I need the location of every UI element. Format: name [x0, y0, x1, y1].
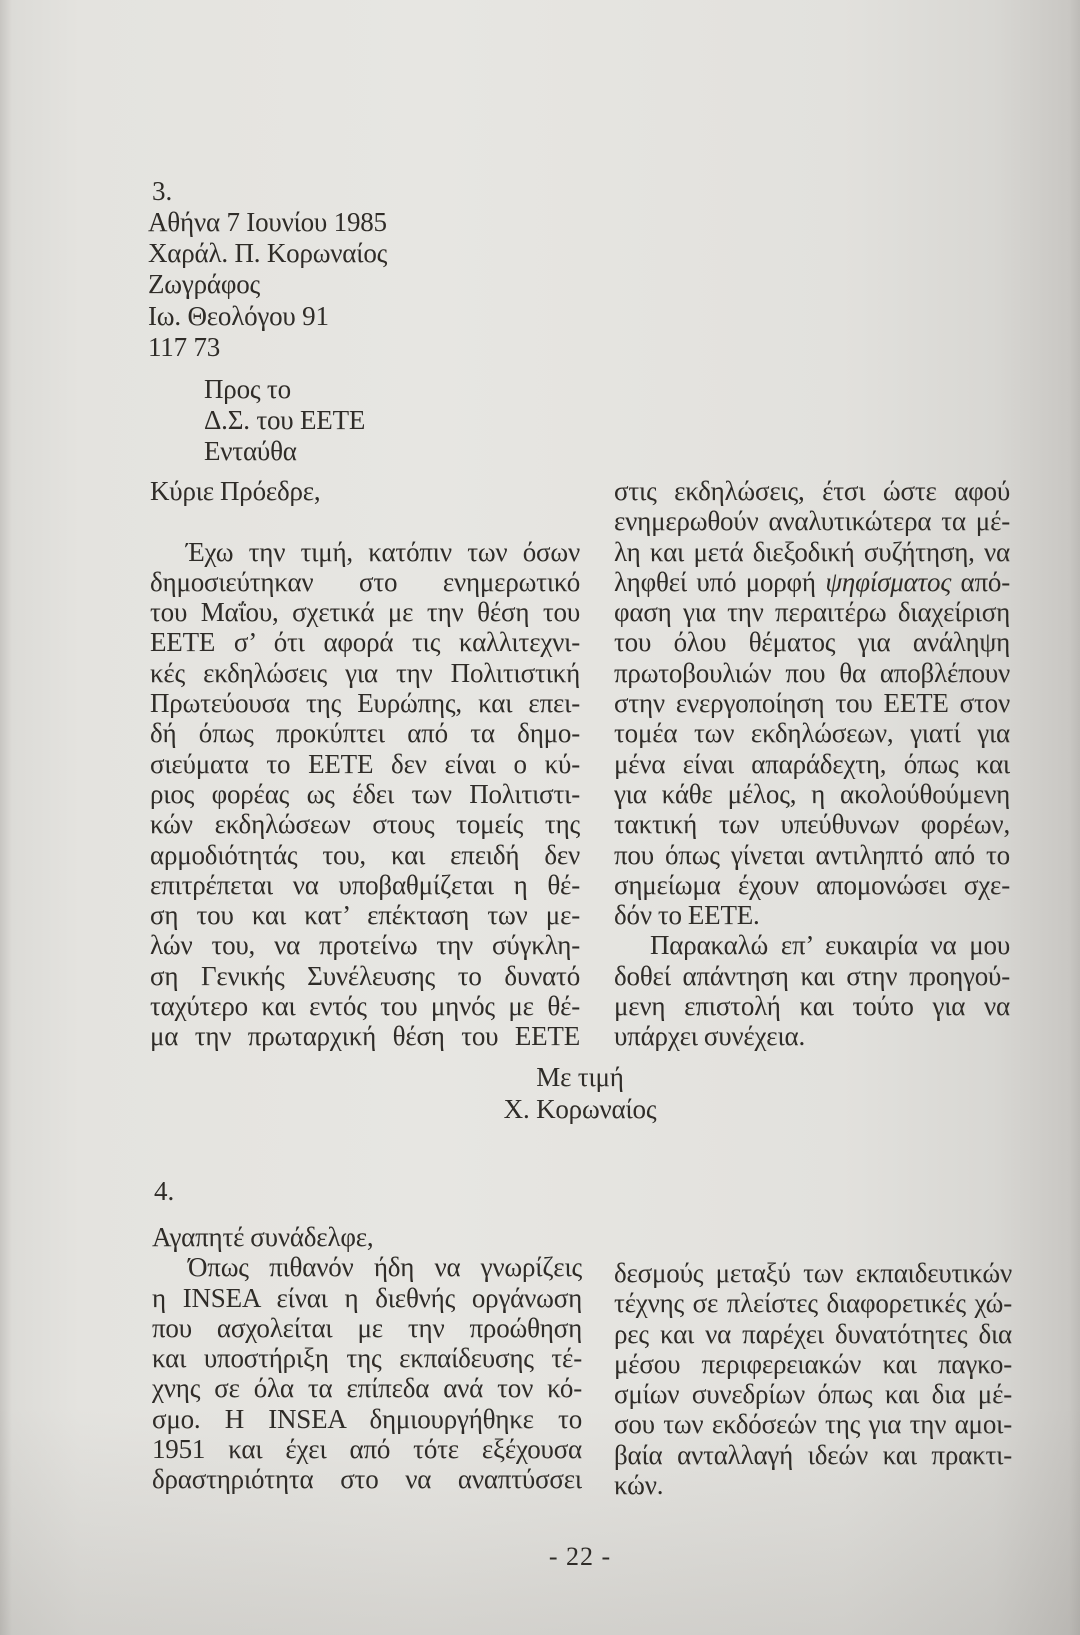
text-line: Όπως πιθανόν ήδη να γνωρίζεις	[188, 1252, 582, 1283]
text-line: ριος φορέας ως έδει των Πολιτιστι-	[150, 778, 580, 809]
text-line: τακτική των υπεύθυνων φορέων,	[614, 809, 1010, 840]
text-line: ενημερωθούν αναλυτικώτερα τα μέ-	[614, 506, 1010, 537]
text-line: Δ.Σ. του ΕΕΤΕ	[204, 405, 366, 436]
text-line: βαία ανταλλαγή ιδεών και πρακτι-	[614, 1439, 1012, 1470]
letter4-body-right-column	[614, 1258, 1012, 1500]
text-line: Ζωγράφος	[148, 269, 260, 300]
text-line: μα την πρωταρχική θέση του ΕΕΤΕ	[150, 1021, 580, 1052]
text-line: μένα είναι απαράδεχτη, όπως και	[614, 748, 1010, 779]
text-line: χνης σε όλα τα επίπεδα ανά τον κό-	[152, 1373, 582, 1404]
text-line: επιτρέπεται να υποβαθμίζεται η θέ-	[150, 869, 580, 900]
text-line: και υποστήριξη της εκπαίδευσης τέ-	[152, 1343, 582, 1374]
text-line: σμο. Η INSEA δημιουργήθηκε το	[152, 1403, 582, 1434]
text-line: Πρωτεύουσα της Ευρώπης, και επει-	[150, 688, 580, 719]
text-line: Ενταύθα	[204, 436, 297, 467]
text-line: του Μαΐου, σχετικά με την θέση του	[150, 597, 580, 628]
text-line: στις εκδηλώσεις, έτσι ώστε αφού	[614, 476, 1010, 506]
letter3-body-right-column	[614, 476, 1010, 1052]
text-line: κών.	[614, 1470, 664, 1501]
text-line: σου των εκδόσεών της για την αμοι-	[614, 1409, 1012, 1440]
text-line: φαση για την περαιτέρω διαχείριση	[614, 597, 1010, 628]
text-line: η INSEA είναι η διεθνής οργάνωση	[152, 1282, 582, 1313]
text-line: ταχύτερο και εντός του μηνός με θέ-	[150, 991, 580, 1022]
text-line: υπάρχει συνέχεια.	[614, 1021, 806, 1052]
text-line: ρες και να παρέχει δυνατότητες δια	[614, 1318, 1012, 1349]
text-line: Αθήνα 7 Ιουνίου 1985	[148, 207, 387, 237]
text-line: Αγαπητέ συνάδελφε,	[152, 1222, 374, 1252]
letter3-sender-address	[148, 207, 387, 363]
text-line: λών του, να προτείνω την σύγκλη-	[150, 930, 580, 961]
text-line: κών εκδηλώσεων στους τομείς της	[150, 809, 580, 840]
text-line: 117 73	[148, 331, 221, 362]
text-line: του όλου θέματος για ανάληψη	[614, 627, 1010, 658]
text-line: ΕΕΤΕ σ’ ότι αφορά τις καλλιτεχνι-	[150, 627, 580, 658]
letter3-number: 3.	[152, 176, 173, 206]
text-line: Ιω. Θεολόγου 91	[148, 300, 329, 331]
text-line: λη και μετά διεξοδική συζήτηση, να	[614, 536, 1010, 567]
text-line: κές εκδηλώσεις για την Πολιτιστική	[150, 657, 580, 688]
text-line: Έχω την τιμή, κατόπιν των όσων	[186, 536, 580, 567]
text-line: δή όπως προκύπτει από τα δημο-	[150, 718, 580, 749]
text-line: Προς το	[204, 374, 291, 404]
text-line: ση Γενικής Συνέλευσης το δυνατό	[150, 960, 580, 991]
letter4-body-left-column	[152, 1222, 582, 1495]
closing-regards: Με τιμή	[536, 1062, 624, 1092]
text-line: στην ενεργοποίηση του ΕΕΤΕ στον	[614, 688, 1010, 719]
text-line: τέχνης σε πλείστες διαφορετικές χώ-	[614, 1288, 1012, 1319]
text-line: τομέα των εκδηλώσεων, γιατί για	[614, 718, 1010, 749]
letter3-recipient	[204, 374, 365, 468]
text-line: Χαράλ. Π. Κορωναίος	[148, 238, 388, 269]
text-line: που ασχολείται με την προώθηση	[152, 1312, 582, 1343]
text-line: 1951 και έχει από τότε εξέχουσα	[152, 1434, 582, 1465]
closing-signature: Χ. Κορωναίος	[503, 1093, 657, 1124]
text-line: δραστηριότητα στο να αναπτύσσει	[152, 1464, 582, 1495]
text-line: σμίων συνεδρίων όπως και δια μέ-	[614, 1379, 1012, 1410]
text-line: Κύριε Πρόεδρε,	[150, 476, 321, 506]
text-line: σιεύματα το ΕΕΤΕ δεν είναι ο κύ-	[150, 748, 580, 779]
text-line: πρωτοβουλιών που θα αποβλέπουν	[614, 657, 1010, 688]
letter3-body-left-column	[150, 476, 580, 1052]
text-line: αρμοδιότητάς του, και επειδή δεν	[150, 839, 580, 870]
text-line: σημείωμα έχουν απομονώσει σχε-	[614, 869, 1010, 900]
letter3-closing	[150, 1062, 1010, 1125]
text-line: μέσου περιφερειακών και παγκο-	[614, 1348, 1012, 1379]
text-line: δόν το ΕΕΤΕ.	[614, 900, 760, 931]
text-line: ληφθεί υπό μορφή ψηφίσματος από-	[614, 566, 1010, 597]
text-line: δεσμούς μεταξύ των εκπαιδευτικών	[614, 1258, 1012, 1288]
text-line: μενη επιστολή και τούτο για να	[614, 991, 1010, 1022]
text-line: για κάθε μέλος, η ακολούθούμενη	[614, 778, 1010, 809]
text-line: που όπως γίνεται αντιληπτό από το	[614, 839, 1010, 870]
letter4-number: 4.	[154, 1176, 175, 1206]
text-line: Παρακαλώ επ’ ευκαιρία να μου	[650, 930, 1010, 961]
page-number: - 22 -	[548, 1542, 612, 1571]
text-line: δημοσιεύτηκαν στο ενημερωτικό	[150, 566, 580, 597]
text-line: δοθεί απάντηση και στην προηγού-	[614, 960, 1010, 991]
text-line: ση του και κατ’ επέκταση των με-	[150, 900, 580, 931]
